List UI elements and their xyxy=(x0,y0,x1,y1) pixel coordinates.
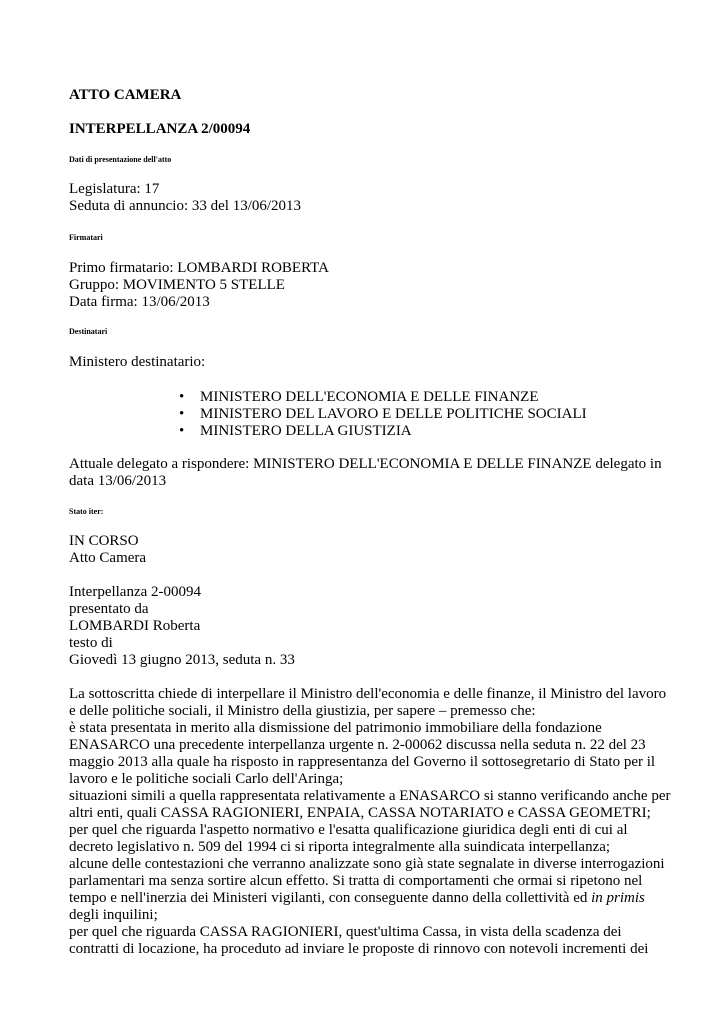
body-line: La sottoscritta chiede di interpellare il Ministro dell'economia e delle finanze, il Ministro del lavoro xyxy=(69,686,667,702)
section-label-firmatari: Firmatari xyxy=(69,233,103,242)
body-line: per quel che riguarda CASSA RAGIONIERI, quest'ultima Cassa, in vista della scadenza dei xyxy=(69,924,622,940)
stato-block xyxy=(69,533,669,567)
italic-phrase: in primis xyxy=(591,890,645,906)
seduta-text: Seduta di annuncio: 33 del 13/06/2013 xyxy=(69,198,302,214)
presentazione-block xyxy=(69,181,669,215)
primo-firmatario-text: Primo firmatario: LOMBARDI ROBERTA xyxy=(69,260,329,276)
delegato-block xyxy=(69,456,669,490)
testo-di-text: testo di xyxy=(69,635,113,651)
atto-camera-text: Atto Camera xyxy=(69,550,147,566)
stato-value: IN CORSO xyxy=(69,533,139,549)
body-line: decreto legislativo n. 509 del 1994 ci si riporta integralmente alla suindicata interpellanza; xyxy=(69,839,611,855)
bullet-icon: • xyxy=(179,389,185,405)
data-firma-text: Data firma: 13/06/2013 xyxy=(69,294,210,310)
interpellanza-number: Interpellanza 2-00094 xyxy=(69,584,202,600)
body-line-with-italic xyxy=(69,890,669,907)
presentatore-name: LOMBARDI Roberta xyxy=(69,618,201,634)
presentato-da-text: presentato da xyxy=(69,601,149,617)
body-line: ENASARCO una precedente interpellanza urgente n. 2-00062 discussa nella seduta n. 22 del 23 xyxy=(69,737,646,753)
body-line: parlamentari ma senza sortire alcun effetto. Si tratta di comportamenti che ormai si ripetono nel xyxy=(69,873,643,889)
body-line-text: tempo e nell'inerzia dei Ministeri vigilanti, con conseguente danno della collettività ed xyxy=(69,890,588,906)
ministero-name: MINISTERO DELL'ECONOMIA E DELLE FINANZE xyxy=(200,389,539,405)
body-line: lavoro e le politiche sociali Carlo dell'Aringa; xyxy=(69,771,344,787)
body-line: maggio 2013 alla quale ha risposto in rappresentanza del Governo il sottosegretario di Stato per il xyxy=(69,754,656,770)
bullet-icon: • xyxy=(179,406,185,422)
ministeri-list xyxy=(69,389,587,440)
body-text xyxy=(69,686,669,958)
list-item xyxy=(69,389,587,406)
section-label-presentazione: Dati di presentazione dell'atto xyxy=(69,155,172,164)
section-label-stato: Stato iter: xyxy=(69,507,104,516)
body-line: degli inquilini; xyxy=(69,907,158,923)
firmatari-block xyxy=(69,260,669,311)
delegato-text-line1: Attuale delegato a rispondere: MINISTERO DELL'ECONOMIA E DELLE FINANZE delegato in xyxy=(69,456,662,472)
ministero-intro-text: Ministero destinatario: xyxy=(69,354,206,370)
document-title: ATTO CAMERA xyxy=(69,87,182,103)
body-line: è stata presentata in merito alla dismissione del patrimonio immobiliare della fondazione xyxy=(69,720,602,736)
gruppo-text: Gruppo: MOVIMENTO 5 STELLE xyxy=(69,277,285,293)
list-item xyxy=(69,423,587,440)
body-line: per quel che riguarda l'aspetto normativo e l'esatta qualificazione giuridica degli enti di cui al xyxy=(69,822,628,838)
list-item xyxy=(69,406,587,423)
ministero-name: MINISTERO DELLA GIUSTIZIA xyxy=(200,423,412,439)
legislatura-text: Legislatura: 17 xyxy=(69,181,160,197)
section-label-destinatari: Destinatari xyxy=(69,327,108,336)
body-line: situazioni simili a quella rappresentata relativamente a ENASARCO si stanno verificando anche per xyxy=(69,788,671,804)
seduta-date-text: Giovedì 13 giugno 2013, seduta n. 33 xyxy=(69,652,295,668)
delegato-text-line2: data 13/06/2013 xyxy=(69,473,167,489)
document-subtitle: INTERPELLANZA 2/00094 xyxy=(69,121,251,137)
intestazione-block xyxy=(69,584,669,669)
ministero-name: MINISTERO DEL LAVORO E DELLE POLITICHE SOCIALI xyxy=(200,406,587,422)
bullet-icon: • xyxy=(179,423,185,439)
body-line: altri enti, quali CASSA RAGIONIERI, ENPAIA, CASSA NOTARIATO e CASSA GEOMETRI; xyxy=(69,805,651,821)
ministero-intro xyxy=(69,354,669,371)
body-line: alcune delle contestazioni che verranno analizzate sono già state segnalate in diverse interrogazioni xyxy=(69,856,665,872)
body-line: contratti di locazione, ha proceduto ad inviare le proposte di rinnovo con notevoli incrementi dei xyxy=(69,941,649,957)
body-line: e delle politiche sociali, il Ministro della giustizia, per sapere – premesso che: xyxy=(69,703,536,719)
